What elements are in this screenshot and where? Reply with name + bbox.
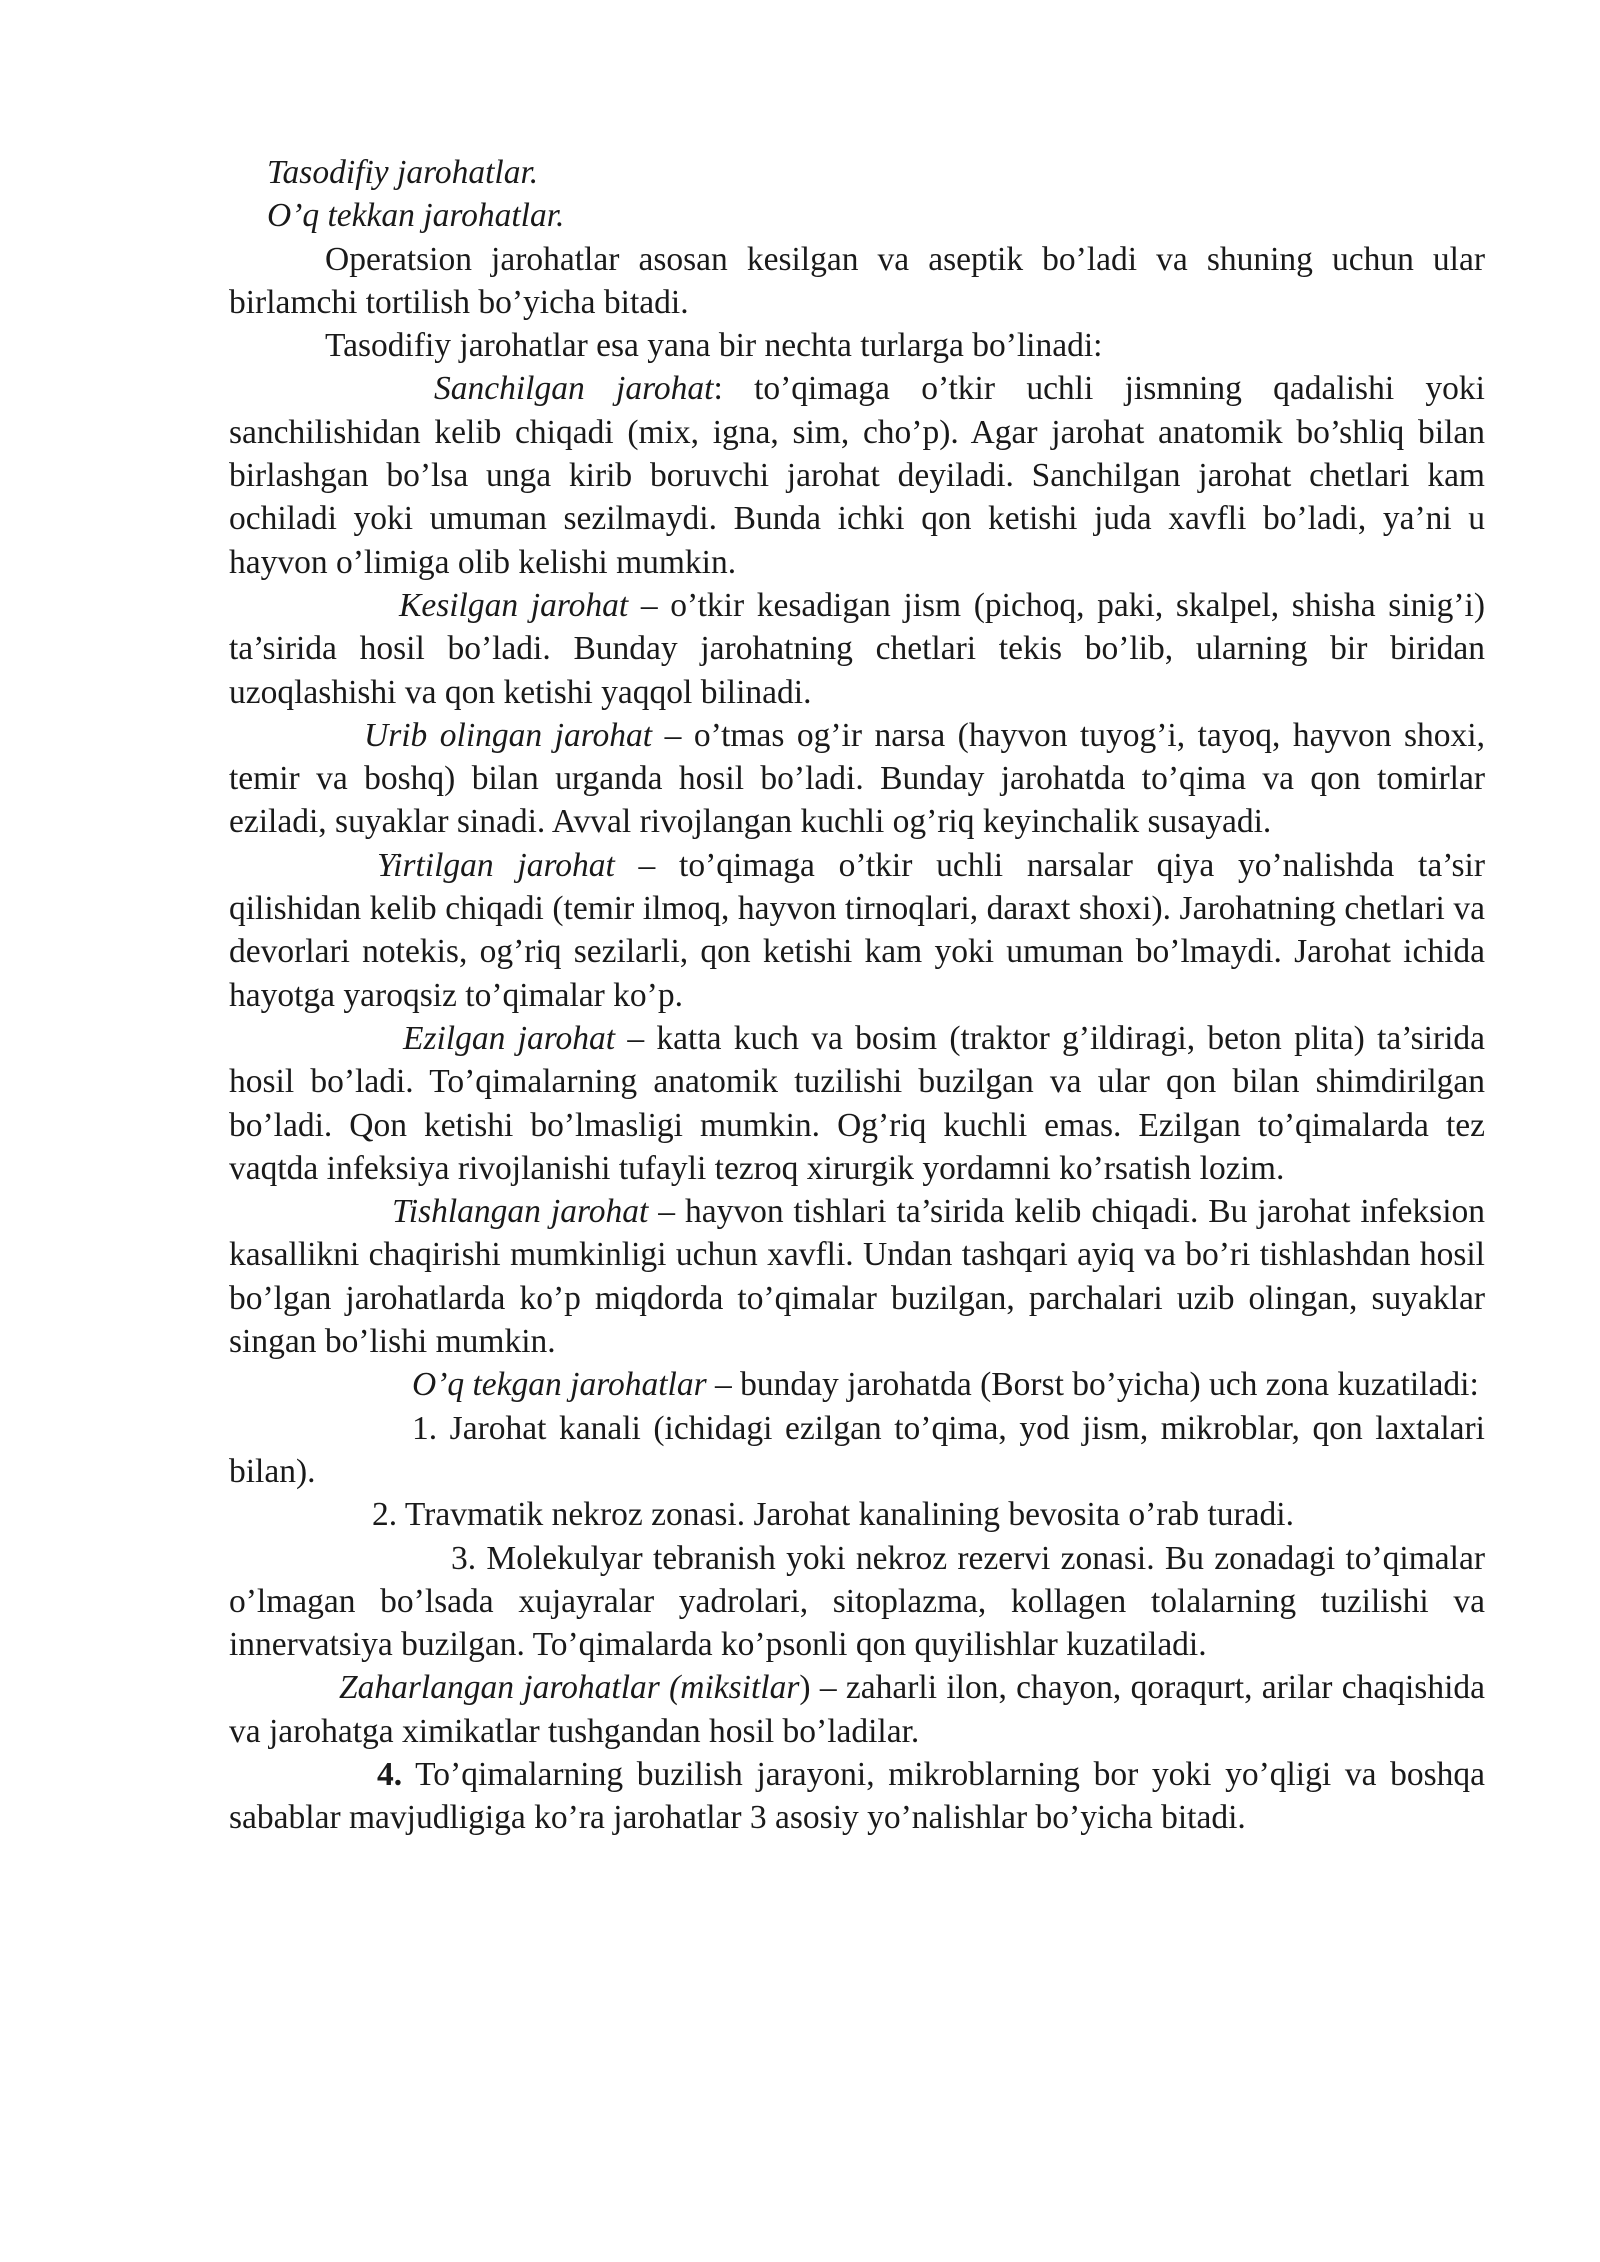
paragraph-accidental-types: Tasodifiy jarohatlar esa yana bir nechta turlarga bo’linadi: <box>325 327 1103 365</box>
paragraph-gunshot-wound <box>229 1363 1485 1406</box>
term-bite-wound: Tishlangan jarohat <box>392 1193 649 1231</box>
text-incised-wound: – o’tkir kesadigan jism (pichoq, paki, skalpel, shisha sinig’i) ta’sirida hosil bo’ladi. Bunday jarohatning chetlari tekis bo’lib, ularning bir biridan uzoqlashishi va qon ketishi yaqqol bilinadi. <box>229 586 1485 711</box>
section-number: 4. <box>377 1755 403 1793</box>
paragraph-operative-wounds: Operatsion jarohatlar asosan kesilgan va aseptik bo’ladi va shuning uchun ular birlamchi tortilish bo’yicha bitadi. <box>229 240 1485 321</box>
list-item: 1. Jarohat kanali (ichidagi ezilgan to’qima, yod jism, mikroblar, qon laxtalari bilan). <box>229 1409 1485 1490</box>
text-contused-wound: – o’tmas og’ir narsa (hayvon tuyog’i, tayoq, hayvon shoxi, temir va boshq) bilan urganda hosil bo’ladi. Bunday jarohatda to’qima va qon tomirlar eziladi, suyaklar sinadi. Avval rivojlangan kuchli og’riq keyinchalik susayadi. <box>229 716 1485 841</box>
term-contused-wound: Urib olingan jarohat <box>364 716 653 754</box>
paragraph-bite-wound <box>229 1190 1485 1363</box>
text-puncture-wound: : to’qimaga o’tkir uchli jismning qadalishi yoki sanchilishidan kelib chiqadi (mix, igna, sim, cho’p). Agar jarohat anatomik bo’shliq bilan birlashgan bo’lsa unga kirib boruvchi jarohat deyiladi. Sanchilgan jarohat chetlari kam ochiladi yoki umuman sezilmaydi. Bunda ichki qon ketishi juda xavfli bo’ladi, ya’ni u hayvon o’limiga olib kelishi mumkin. <box>229 370 1485 581</box>
list-item: 3. Molekulyar tebranish yoki nekroz rezervi zonasi. Bu zonadagi to’qimalar o’lmagan bo’lsada xujayralar yadrolari, sitoplazma, kollagen tolalarning tuzilishi va innervatsiya buzilgan. To’qimalarda ko’psonli qon quyilishlar kuzatiladi. <box>229 1539 1485 1664</box>
term-gunshot-wound: O’q tekgan jarohatlar <box>412 1366 707 1404</box>
text-poisoned-wounds: ) – zaharli ilon, chayon, qoraqurt, arilar chaqishida va jarohatga ximikatlar tushgandan hosil bo’ladilar. <box>229 1669 1486 1750</box>
term-incised-wound: Kesilgan jarohat <box>399 586 629 624</box>
text-section-4: To’qimalarning buzilish jarayoni, mikroblarning bor yoki yo’qligi va boshqa sabablar mavjudligiga ko’ra jarohatlar 3 asosiy yo’nalishlar bo’yicha bitadi. <box>229 1755 1485 1837</box>
list-item: 2. Travmatik nekroz zonasi. Jarohat kanalining bevosita o’rab turadi. <box>372 1496 1294 1534</box>
term-lacerated-wound: Yirtilgan jarohat <box>377 846 615 884</box>
term-crushed-wound: Ezilgan jarohat <box>403 1019 616 1057</box>
heading-accidental-wounds: Tasodifiy jarohatlar. <box>267 154 539 191</box>
paragraph-poisoned-wounds <box>229 1666 1485 1753</box>
text-lacerated-wound: – to’qimaga o’tkir uchli narsalar qiya yo’nalishda ta’sir qilishidan kelib chiqadi (temir ilmoq, hayvon tirnoqlari, daraxt shoxi). Jarohatning chetlari va devorlari notekis, og’riq sezilarli, qon ketishi kam yoki umuman bo’lmaydi. Jarohat ichida hayotga yaroqsiz to’qimalar ko’p. <box>229 846 1485 1014</box>
paragraph-crushed-wound <box>229 1017 1485 1190</box>
paragraph-incised-wound <box>229 584 1485 714</box>
text-gunshot-wound: – bunday jarohatda (Borst bo’yicha) uch zona kuzatiladi: <box>706 1366 1479 1404</box>
heading-gunshot-wounds: O’q tekkan jarohatlar. <box>267 197 565 235</box>
paragraph-section-4 <box>229 1753 1485 1840</box>
text-bite-wound: – hayvon tishlari ta’sirida kelib chiqadi. Bu jarohat infeksion kasallikni chaqirishi mumkinligi uchun xavfli. Undan tashqari ayiq va bo’ri tishlashdan hosil bo’lgan jarohatlarda ko’p miqdorda to’qimalar buzilgan, parchalari uzib olingan, suyaklar singan bo’lishi mumkin. <box>229 1193 1486 1361</box>
term-poisoned-wounds: Zaharlangan jarohatlar (miksitlar <box>339 1669 800 1707</box>
paragraph-contused-wound <box>229 714 1485 844</box>
paragraph-puncture-wound <box>229 367 1485 583</box>
text-crushed-wound: – katta kuch va bosim (traktor g’ildiragi, beton plita) ta’sirida hosil bo’ladi. To’qimalarning anatomik tuzilishi buzilgan va ular qon bilan shimdirilgan bo’ladi. Qon ketishi bo’lmasligi mumkin. Og’riq kuchli emas. Ezilgan to’qimalarda tez vaqtda infeksiya rivojlanishi tufayli tezroq xirurgik yordamni ko’rsatish lozim. <box>229 1019 1486 1187</box>
paragraph-lacerated-wound <box>229 844 1485 1017</box>
term-puncture-wound: Sanchilgan jarohat <box>434 370 714 408</box>
